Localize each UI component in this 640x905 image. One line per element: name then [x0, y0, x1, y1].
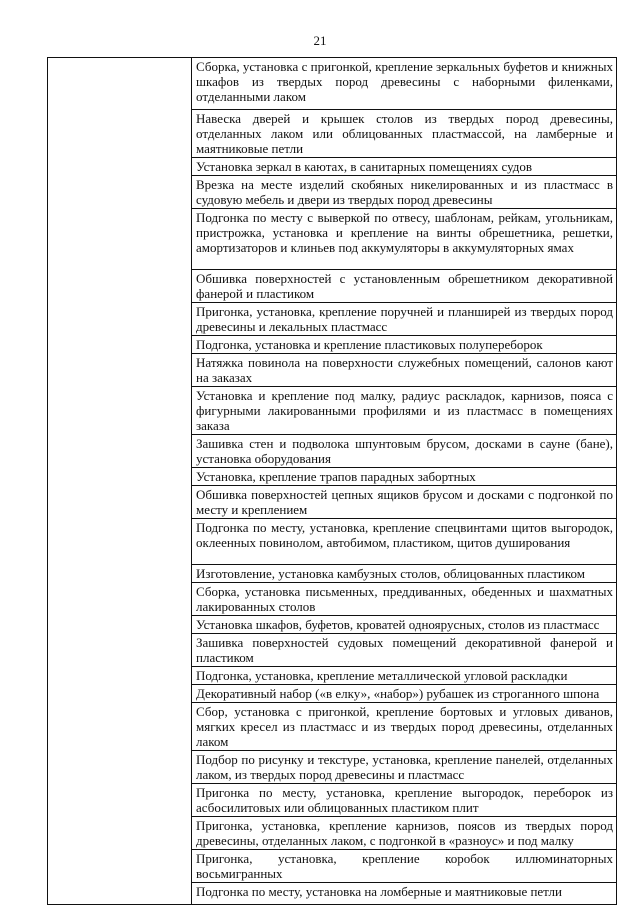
- table-cell: Установка, крепление трапов парадных забортных: [192, 468, 617, 486]
- table-cell: Сбор, установка с пригонкой, крепление бортовых и угловых диванов, мягких кресел из пластмасс и из твердых пород древесины, отделанных лаком: [192, 703, 617, 751]
- table-cell: Пригонка, установка, крепление поручней и планширей из твердых пород древесины и лекальных пластмасс: [192, 303, 617, 336]
- table-cell: Подгонка, установка, крепление металлической угловой раскладки: [192, 667, 617, 685]
- table-cell: Обшивка поверхностей цепных ящиков брусом и досками с подгонкой по месту и креплением: [192, 486, 617, 519]
- table-cell: Подгонка по месту, установка, крепление спецвинтами щитов выгородок, оклеенных повинолом, автобимом, пластиком, щитов душирования: [192, 519, 617, 565]
- table-cell: Установка и крепление под малку, радиус раскладок, карнизов, пояса с фигурными лакированными профилями и из пластмасс в помещениях заказа: [192, 387, 617, 435]
- table-cell: Пригонка по месту, установка, крепление выгородок, переборок из асбосилитовых или облицованных пластиком плит: [192, 784, 617, 817]
- table-cell: Сборка, установка письменных, преддиванных, обеденных и шахматных лакированных столов: [192, 583, 617, 616]
- table-cell: Декоративный набор («в елку», «набор») рубашек из строганного шпона: [192, 685, 617, 703]
- table-cell: Подгонка по месту, установка на ломберные и маятниковые петли: [192, 883, 617, 905]
- table-cell: Установка зеркал в каютах, в санитарных помещениях судов: [192, 158, 617, 176]
- table-cell: Зашивка стен и подволока шпунтовым брусом, досками в сауне (бане), установка оборудования: [192, 435, 617, 468]
- table-cell: Пригонка, установка, крепление коробок иллюминаторных восьмигранных: [192, 850, 617, 883]
- table-cell: Подбор по рисунку и текстуре, установка, крепление панелей, отделанных лаком, из твердых пород древесины и пластмасс: [192, 751, 617, 784]
- table-cell: Пригонка, установка, крепление карнизов, поясов из твердых пород древесины, отделанных лаком, с подгонкой в «разноус» и под малку: [192, 817, 617, 850]
- table-cell: Натяжка повинола на поверхности служебных помещений, салонов кают на заказах: [192, 354, 617, 387]
- table-cell: Изготовление, установка камбузных столов, облицованных пластиком: [192, 565, 617, 583]
- table-cell: Врезка на месте изделий скобяных никелированных и из пластмасс в судовую мебель и двери из твердых пород древесины: [192, 176, 617, 209]
- table-cell: Навеска дверей и крышек столов из твердых пород древесины, отделанных лаком или облицованных пластмассой, на ламберные и маятниковые петли: [192, 110, 617, 158]
- work-table: [47, 57, 617, 905]
- table-cell: Подгонка по месту с выверкой по отвесу, шаблонам, рейкам, угольникам, пристрожка, установка и крепление на винты обрешетника, решетки, амортизаторов и клиньев под аккумуляторы в аккумуляторных ямах: [192, 209, 617, 270]
- table-row: [48, 58, 617, 110]
- left-empty-column: [48, 58, 192, 905]
- table-cell: Установка шкафов, буфетов, кроватей одноярусных, столов из пластмасс: [192, 616, 617, 634]
- table-cell: Подгонка, установка и крепление пластиковых полупереборок: [192, 336, 617, 354]
- page-number: 21: [313, 33, 327, 48]
- table-cell: Зашивка поверхностей судовых помещений декоративной фанерой и пластиком: [192, 634, 617, 667]
- table-cell: Обшивка поверхностей с установленным обрешетником декоративной фанерой и пластиком: [192, 270, 617, 303]
- table-cell: Сборка, установка с пригонкой, крепление зеркальных буфетов и книжных шкафов из твердых пород древесины с наборными филенками, отделанными лаком: [192, 58, 617, 110]
